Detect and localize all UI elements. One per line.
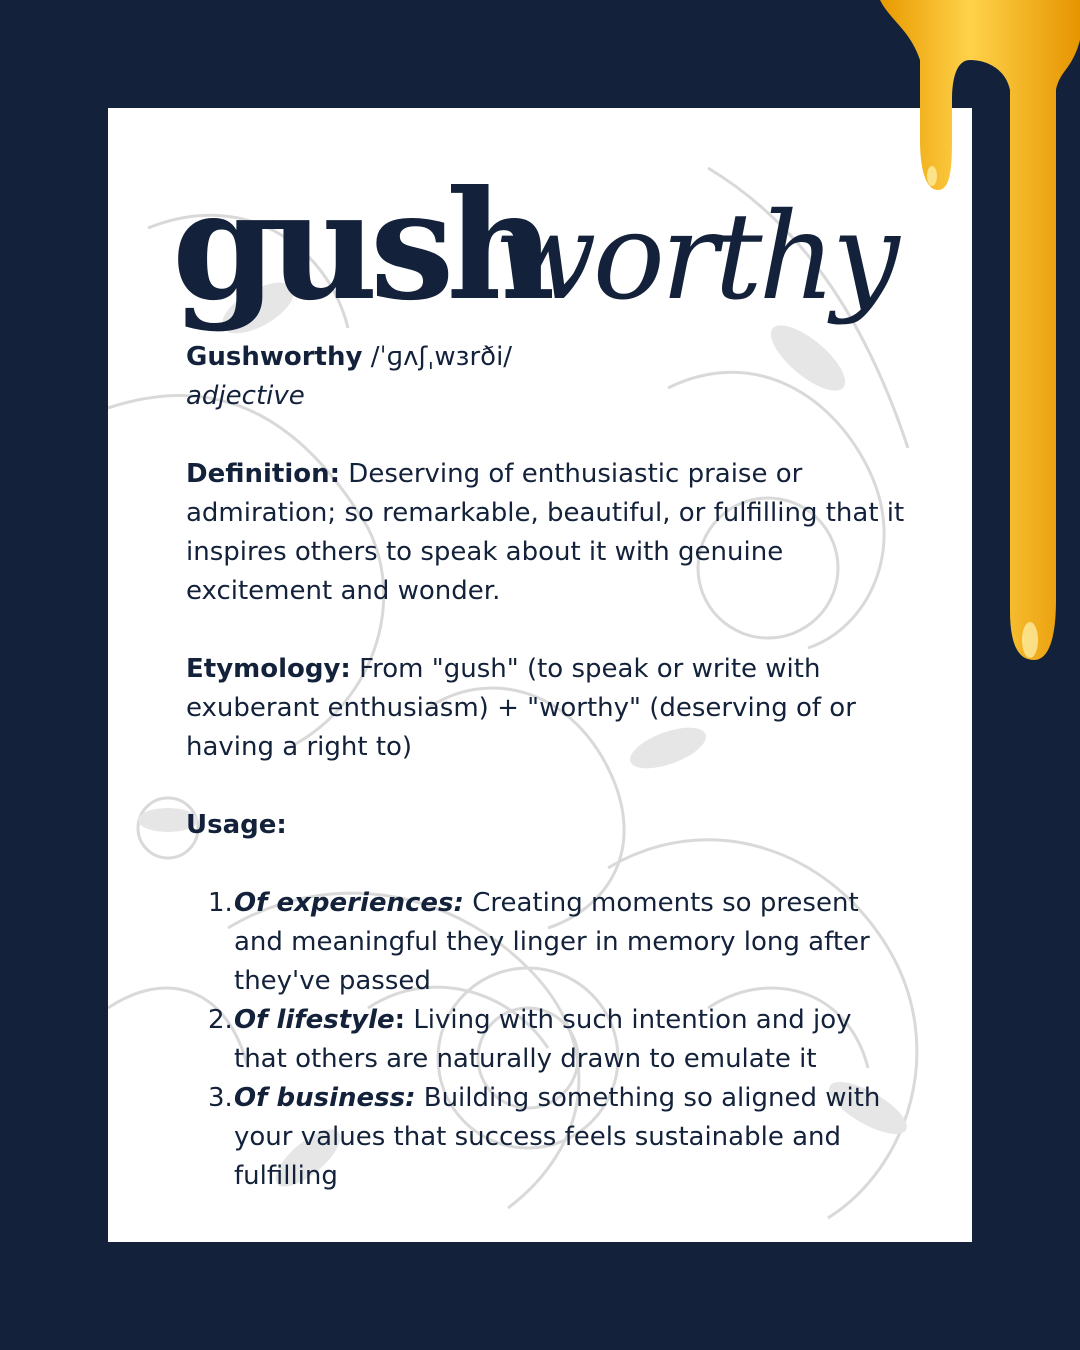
usage-label: Usage:	[186, 810, 287, 840]
definition-paragraph	[186, 455, 906, 611]
etymology-label: Etymology:	[186, 654, 351, 684]
usage-item-title: Of lifestyle	[234, 1005, 395, 1035]
usage-item-text: Living with such intention and joy that others are naturally drawn to emulate it	[234, 1005, 852, 1074]
usage-item-number: 3.	[208, 1083, 233, 1113]
entry-content	[186, 338, 906, 1196]
usage-item-text: Building something so aligned with your values that success feels sustainable and fulfilling	[234, 1083, 881, 1191]
usage-item-number: 1.	[208, 888, 233, 918]
usage-list	[186, 884, 906, 1196]
usage-item	[186, 1079, 906, 1196]
definition-text: Deserving of enthusiastic praise or admiration; so remarkable, beautiful, or fulfilling that it inspires others to speak about it with genuine excitement and wonder.	[186, 459, 905, 606]
etymology-paragraph	[186, 650, 906, 767]
usage-item-title-colon: :	[394, 1005, 406, 1035]
wordmark-bold-part: gush	[172, 170, 548, 334]
etymology-text: From "gush" (to speak or write with exuberant enthusiasm) + "worthy" (deserving of or having a right to)	[186, 654, 856, 762]
usage-item	[186, 1001, 906, 1079]
honey-drip-illustration	[860, 0, 1080, 690]
wordmark-script-part: worthy	[494, 188, 896, 327]
usage-item-title: Of experiences:	[234, 888, 464, 918]
usage-item-title: Of business:	[234, 1083, 416, 1113]
pronunciation: /ˈɡʌʃˌwɜrði/	[370, 342, 513, 372]
headword-line	[186, 338, 906, 377]
usage-item-number: 2.	[208, 1005, 233, 1035]
gushworthy-wordmark	[172, 170, 912, 350]
part-of-speech: adjective	[186, 381, 305, 411]
usage-item-text: Creating moments so present and meaningful they linger in memory long after they've passed	[234, 888, 870, 996]
headword: Gushworthy	[186, 342, 363, 372]
usage-item	[186, 884, 906, 1001]
definition-card	[108, 108, 972, 1242]
definition-label: Definition:	[186, 459, 341, 489]
